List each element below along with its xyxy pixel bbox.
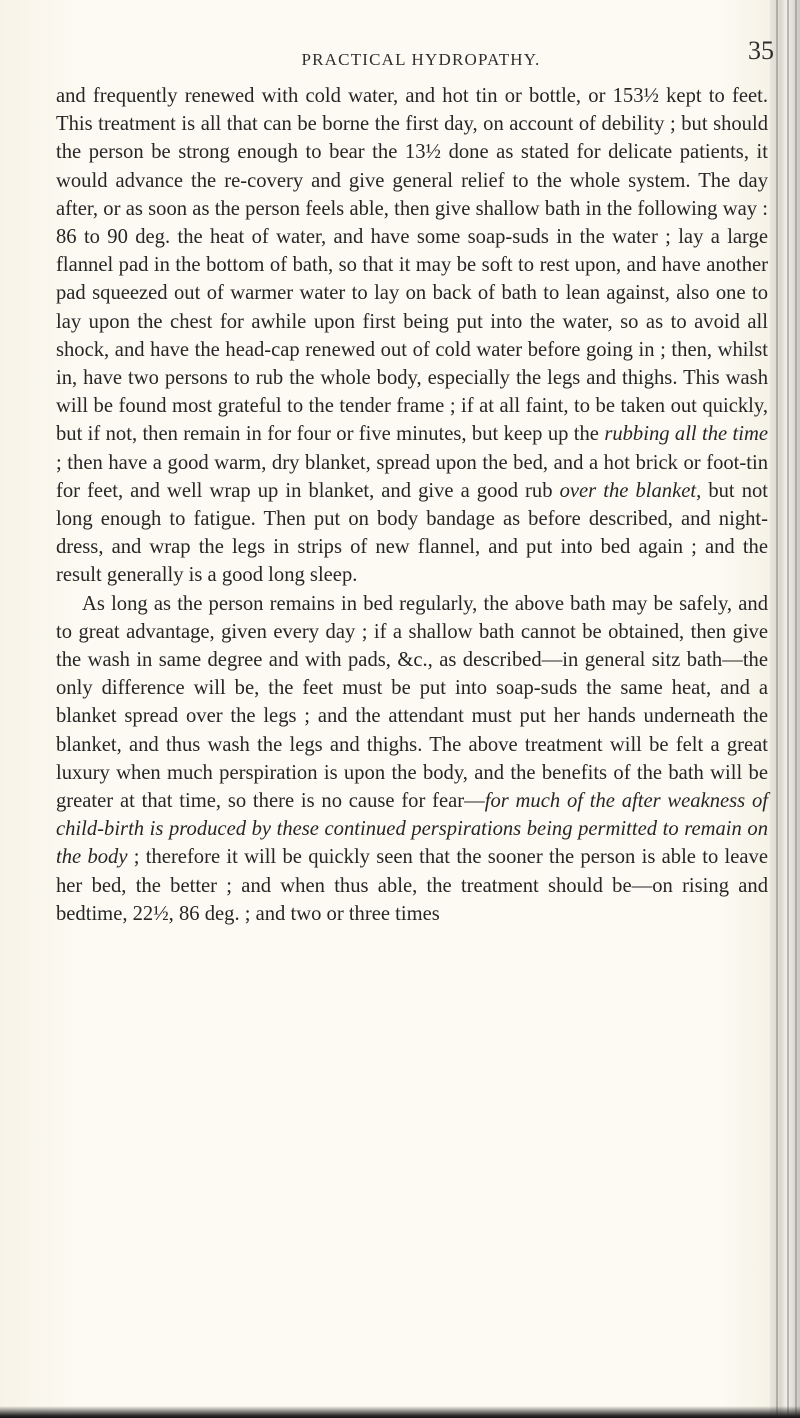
paragraph (56, 590, 768, 928)
running-head: PRACTICAL HYDROPATHY. (301, 50, 541, 69)
page-number: 35 (748, 36, 774, 65)
italic-text: over the blanket, (559, 479, 702, 502)
text-segment: ; then have a good warm, dry blanket, spread upon the bed, and a hot brick or foot-tin for feet, and well wrap up in blanket, and give a good rub (56, 451, 768, 502)
book-spine-edge (770, 0, 800, 1418)
italic-text: for much of the after weakness of child-birth is produced by these continued perspirations being permitted to remain on the body (56, 790, 768, 869)
page-bottom-edge (0, 1406, 800, 1418)
paragraph (56, 82, 768, 590)
text-segment: and frequently renewed with cold water, and hot tin or bottle, or 153½ kept to feet. This treatment is all that can be borne the first day, on account of debility ; but should the person be strong enough to bear the 13½ done as stated for delicate patients, it would advance the re-covery and give general relief to the whole system. The day after, or as soon as the person feels able, then give shallow bath in the following way : 86 to 90 deg. the heat of water, and have some soap-suds in the water ; lay a large flannel pad in the bottom of bath, so that it may be soft to rest upon, and have another pad squeezed out of warmer water to lay on back of bath to lean against, also one to lay upon the chest for awhile upon first being put into the water, so as to avoid all shock, and have the head-cap renewed out of cold water before going in ; then, whilst in, have two persons to rub the whole body, especially the legs and thighs. This wash will be found most grateful to the tender frame ; if at all faint, to be taken out quickly, but if not, then remain in for four or five minutes, but keep up the (56, 85, 768, 446)
spine-line (795, 0, 797, 1418)
text-segment: ; therefore it will be quickly seen that the sooner the person is able to leave her bed, the better ; and when thus able, the treatment should be—on rising and bedtime, 22½, 86 deg. ; and two or three times (56, 846, 768, 925)
text-segment: but not long enough to fatigue. Then put on body bandage as before described, and night-dress, and wrap the legs in strips of new flannel, and put into bed again ; and the result generally is a good long sleep. (56, 479, 769, 587)
body-text (56, 82, 768, 928)
text-segment: As long as the person remains in bed regularly, the above bath may be safely, and to great advantage, given every day ; if a shallow bath cannot be obtained, then give the wash in same degree and with pads, &c., as described—in general sitz bath—the only difference will be, the feet must be put into soap-suds the same heat, and a blanket spread over the legs ; and the attendant must put her hands underneath the blanket, and thus wash the legs and thighs. The above treatment will be felt a great luxury when much perspiration is upon the body, and the benefits of the bath will be greater at that time, so there is no cause for fear— (56, 592, 768, 813)
italic-text: rubbing all the time (604, 423, 768, 446)
spine-line (776, 0, 778, 1418)
page-header (46, 22, 786, 69)
spine-line (787, 0, 789, 1418)
